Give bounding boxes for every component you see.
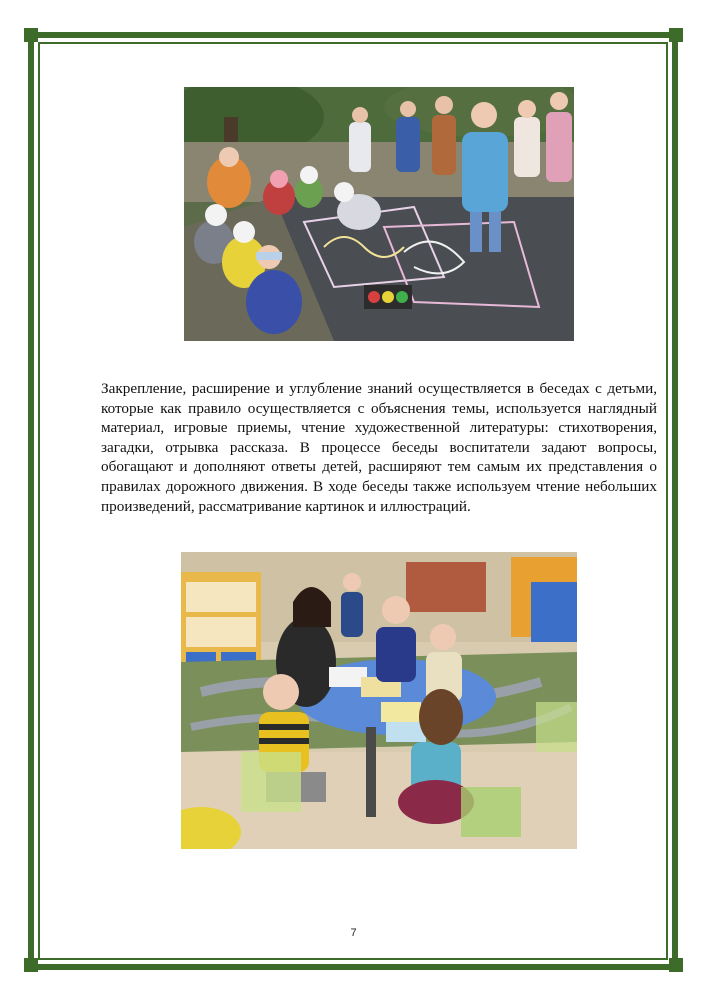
frame-corner-top-left [24, 28, 38, 42]
body-paragraph: Закрепление, расширение и углубление знаний осуществляется в беседах с детьми, которые как правило осуществляется с объяснения темы, используется наглядный материал, игровые приемы, чтение художественной литературы: стихотворения, загадки, отрывка рассказа. В процессе беседы воспитатели задают вопросы, обогащают и дополняют ответы детей, расширяют тем самым их представления о правилах дорожного движения. В ходе беседы также используем чтение небольших произведений, рассматривание картинок и иллюстраций. [101, 380, 657, 515]
photo-classroom-reading [181, 552, 577, 849]
photo-outdoor-children [184, 87, 574, 341]
page-number: 7 [350, 927, 357, 939]
frame-corner-bottom-left [24, 958, 38, 972]
frame-corner-bottom-right [669, 958, 683, 972]
frame-corner-top-right [669, 28, 683, 42]
